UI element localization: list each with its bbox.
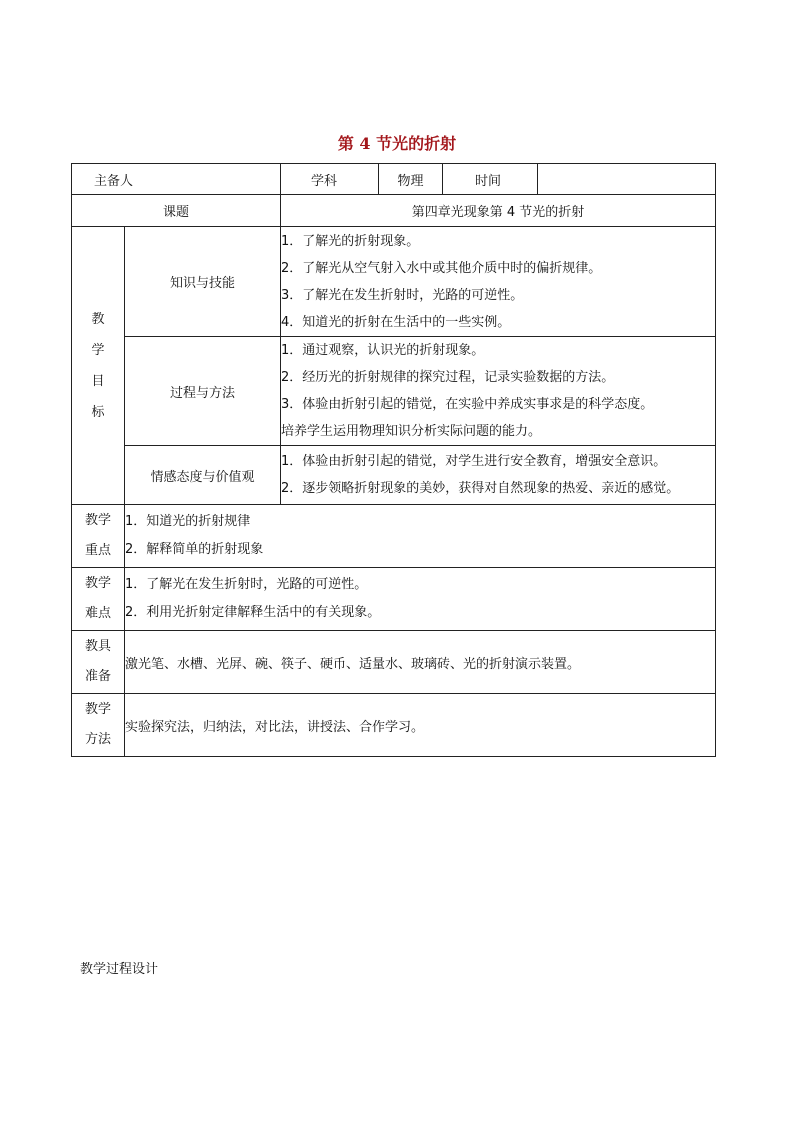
objectives-label-char: 标 (91, 404, 105, 420)
knowledge-items (281, 227, 716, 337)
objectives-label (72, 227, 125, 505)
list-item: 2．了解光从空气射入水中或其他介质中时的偏折规律。 (281, 260, 602, 276)
list-item: 3．了解光在发生折射时，光路的可逆性。 (281, 287, 524, 303)
key-points-items (125, 505, 716, 568)
objective-knowledge-row (72, 227, 716, 337)
topic-row (72, 195, 716, 227)
preparer-label: 主备人 (72, 164, 281, 195)
objective-process-row (72, 337, 716, 446)
tools-row (72, 631, 716, 694)
lesson-plan-table (71, 163, 716, 757)
methods-label: 教学 方法 (72, 694, 125, 757)
list-item: 3．体验由折射引起的错觉，在实验中养成实事求是的科学态度。 (281, 397, 654, 412)
process-design-heading: 教学过程设计 (80, 962, 159, 977)
list-item: 2．解释简单的折射现象 (125, 542, 264, 557)
header-row (72, 164, 716, 195)
emotion-items (281, 446, 716, 505)
knowledge-label: 知识与技能 (125, 227, 281, 337)
key-points-row (72, 505, 716, 568)
list-item: 2．经历光的折射规律的探究过程，记录实验数据的方法。 (281, 370, 615, 385)
difficulties-row (72, 568, 716, 631)
objectives-label-char: 学 (91, 342, 105, 358)
subject-value: 物理 (379, 164, 443, 195)
topic-value: 第四章光现象第 4 节光的折射 (281, 195, 716, 227)
list-item: 2．利用光折射定律解释生活中的有关现象。 (125, 605, 381, 620)
list-item: 1．了解光在发生折射时，光路的可逆性。 (125, 577, 368, 592)
difficulties-label: 教学 难点 (72, 568, 125, 631)
key-points-label: 教学 重点 (72, 505, 125, 568)
difficulties-items (125, 568, 716, 631)
process-items (281, 337, 716, 446)
methods-row (72, 694, 716, 757)
time-value (538, 164, 716, 195)
time-label: 时间 (443, 164, 538, 195)
list-item: 1．了解光的折射现象。 (281, 233, 420, 249)
process-label: 过程与方法 (125, 337, 281, 446)
list-item: 2．逐步领略折射现象的美妙，获得对自然现象的热爱、亲近的感觉。 (281, 481, 680, 496)
list-item: 1．体验由折射引起的错觉，对学生进行安全教育，增强安全意识。 (281, 454, 667, 469)
tools-value: 激光笔、水槽、光屏、碗、筷子、硬币、适量水、玻璃砖、光的折射演示装置。 (125, 631, 716, 694)
list-item: 4．知道光的折射在生活中的一些实例。 (281, 314, 511, 330)
objectives-label-char: 目 (91, 373, 105, 389)
methods-value: 实验探究法，归纳法，对比法，讲授法、合作学习。 (125, 694, 716, 757)
objectives-label-char: 教 (91, 311, 105, 327)
topic-label: 课题 (72, 195, 281, 227)
tools-label: 教具 准备 (72, 631, 125, 694)
list-item: 1．通过观察，认识光的折射现象。 (281, 343, 485, 358)
emotion-label: 情感态度与价值观 (125, 446, 281, 505)
list-item: 培养学生运用物理知识分析实际问题的能力。 (281, 424, 542, 439)
subject-label: 学科 (281, 164, 379, 195)
list-item: 1．知道光的折射规律 (125, 514, 251, 529)
objective-emotion-row (72, 446, 716, 505)
page-title: 第 4 节光的折射 (337, 134, 457, 153)
